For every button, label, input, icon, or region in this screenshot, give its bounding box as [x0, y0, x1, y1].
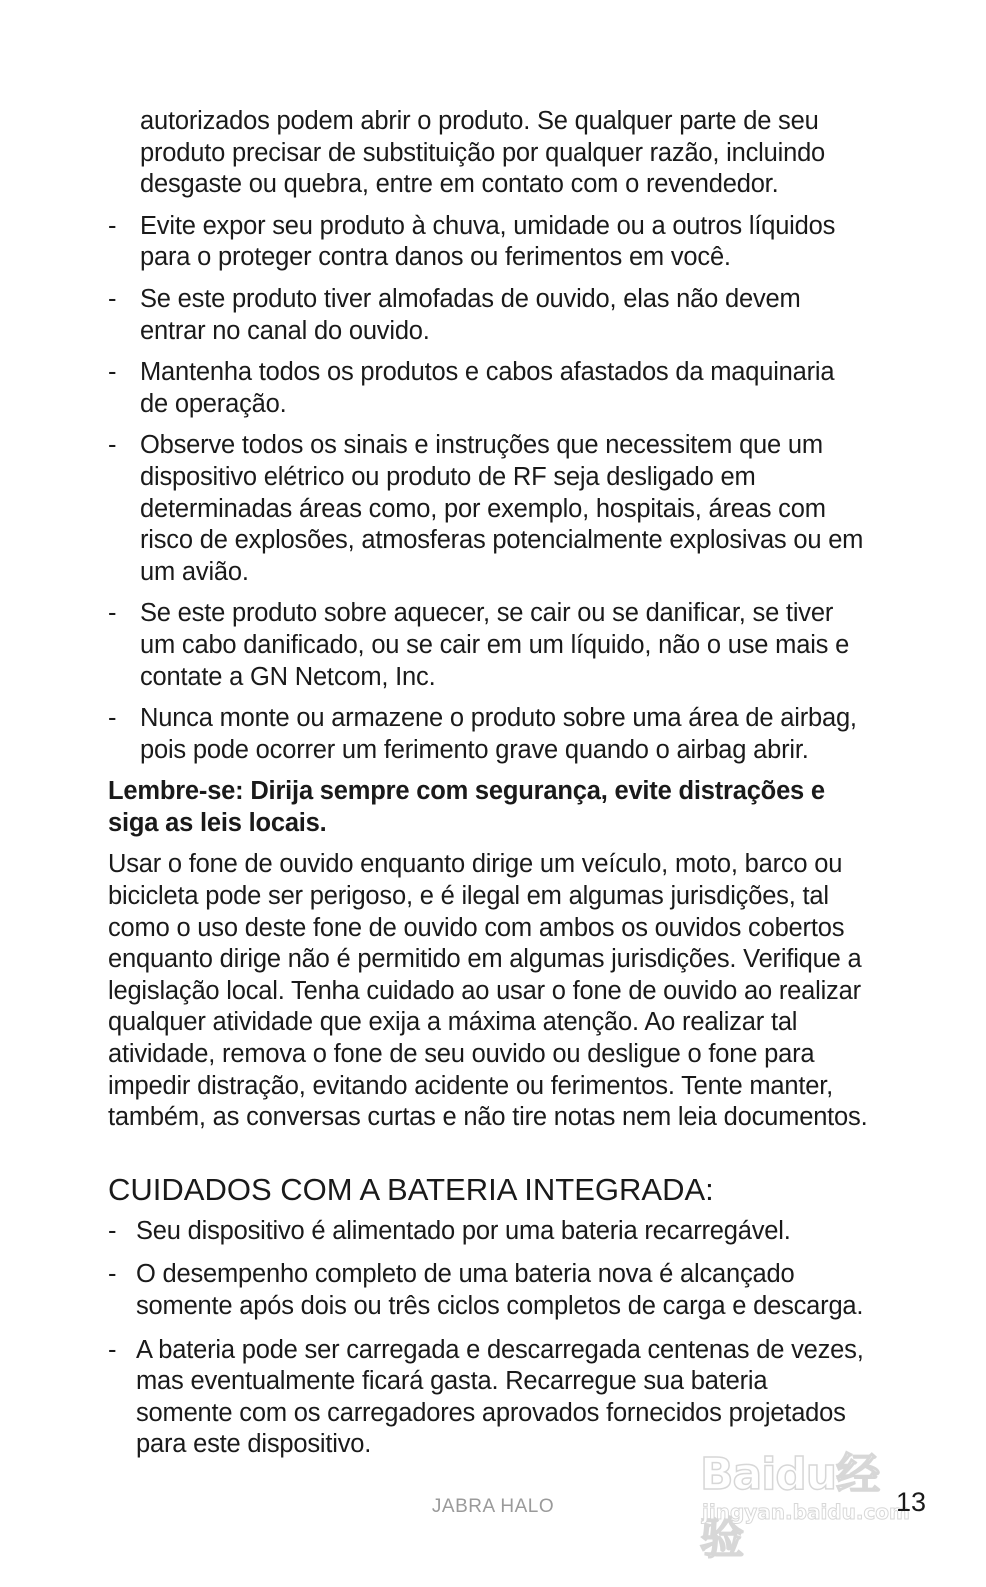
bullet-text: O desempenho completo de uma bateria nova é alcançado somente após dois ou três ciclos completos de carga e descarga. [136, 1260, 864, 1320]
bullet-text: Evite expor seu produto à chuva, umidade ou a outros líquidos para o proteger contra danos ou ferimentos em você. [140, 211, 836, 272]
bullet-text: Se este produto sobre aquecer, se cair ou se danificar, se tiver um cabo danificado, ou se cair em um líquido, não o use mais e contate a GN Netcom, Inc. [140, 599, 850, 691]
bullet-dash: - [108, 431, 117, 460]
bullet-text: Se este produto tiver almofadas de ouvido, elas não devem entrar no canal do ouvido. [140, 284, 801, 345]
bullet-dash: - [108, 599, 117, 628]
bullet-dash: - [108, 358, 117, 387]
battery-section-title: CUIDADOS COM A BATERIA INTEGRADA: [108, 1171, 714, 1207]
page-content [108, 106, 868, 1473]
safety-bullet-1 [108, 211, 868, 274]
battery-bullet-list [108, 1216, 868, 1461]
bullet-dash: - [108, 211, 117, 240]
safety-bullet-4 [108, 430, 868, 588]
safety-bullet-list [108, 211, 868, 767]
bullet-text: Observe todos os sinais e instruções que necessitem que um dispositivo elétrico ou produto de RF seja desligado em determinadas áreas como, por exemplo, hospitais, áreas com risco de explosões, atmosferas potencialmente explosivas ou em um avião. [140, 431, 864, 586]
watermark-url-text: jingyan.baidu.com [702, 1500, 910, 1524]
bullet-text: Mantenha todos os produtos e cabos afastados da maquinaria de operação. [140, 358, 835, 418]
battery-bullet-1 [108, 1216, 868, 1248]
battery-bullet-2 [108, 1259, 868, 1322]
safety-bullet-2 [108, 284, 868, 347]
safety-bullet-3 [108, 357, 868, 420]
bullet-text: Seu dispositivo é alimentado por uma bateria recarregável. [136, 1216, 791, 1245]
bullet-dash: - [108, 1260, 117, 1289]
watermark-logo-text: Baidu经验 [700, 1449, 880, 1564]
bullet-dash: - [108, 1335, 117, 1364]
reminder-note: Lembre-se: Dirija sempre com segurança, evite distrações e siga as leis locais. [108, 777, 825, 837]
continued-paragraph: autorizados podem abrir o produto. Se qualquer parte de seu produto precisar de substituição por qualquer razão, incluindo desgaste ou quebra, entre em contato com o revendedor. [140, 107, 826, 199]
driving-paragraph: Usar o fone de ouvido enquanto dirige um veículo, moto, barco ou bicicleta pode ser perigoso, e é ilegal em algumas jurisdições, tal como o uso deste fone de ouvido com ambos os ouvidos cobertos enquanto dirige não é permitido em algumas jurisdições. Verifique a legislação local. Tenha cuidado ao usar o fone de ouvido ao realizar qualquer atividade que exija a máxima atenção. Ao realizar tal atividade, remova o fone de seu ouvido ou desligue o fone para impedir distração, evitando acidente ou ferimentos. Tente manter, também, as conversas curtas e não tire notas nem leia documentos. [108, 850, 868, 1132]
baidu-watermark [692, 1426, 922, 1564]
safety-bullet-6 [108, 703, 868, 766]
bullet-dash: - [108, 704, 117, 733]
page-number: 13 [896, 1487, 927, 1517]
bullet-text: Nunca monte ou armazene o produto sobre uma área de airbag, pois pode ocorrer um ferimento grave quando o airbag abrir. [140, 704, 857, 764]
bullet-dash: - [108, 1216, 117, 1245]
bullet-dash: - [108, 284, 117, 313]
footer-brand: JABRA HALO [431, 1496, 555, 1517]
safety-bullet-5 [108, 598, 868, 693]
bullet-text: A bateria pode ser carregada e descarregada centenas de vezes, mas eventualmente ficará gasta. Recarregue sua bateria somente com os carregadores aprovados fornecidos projetados para este dispositivo. [136, 1335, 864, 1459]
